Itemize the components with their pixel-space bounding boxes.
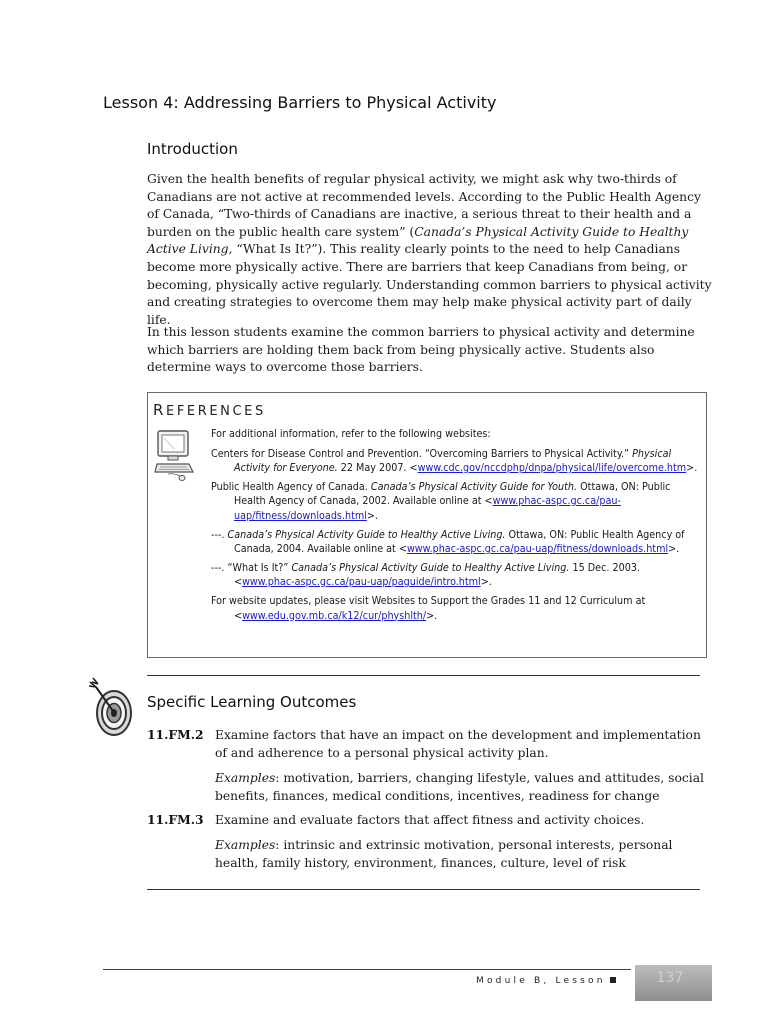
outcome-code: 11.FM.3 [147,812,204,827]
references-heading [153,401,266,419]
reference-text: ---. “What Is It?” [211,560,292,574]
intro-text-part-2: “What Is It?”). This reality clearly points to the need to help Canadians become more physically active. There are barriers that keep Canadians from being, or becoming, physically active regularly. Understanding common barriers to physical activity and creating strategies to overcome them may help make physical activity part of daily life. [147,242,712,327]
reference-link[interactable]: www.phac-aspc.gc.ca/pau-uap/fitness/downloads.html [234,494,621,522]
introduction-paragraph-2: In this lesson students examine the common barriers to physical activity and determine which barriers are holding them back from being physically active. Students also determine ways to overcome those barriers. [147,325,695,375]
reference-text: Public Health Agency of Canada. [211,479,371,493]
footer-module-label [476,976,616,986]
reference-text: Centers for Disease Control and Prevention. “Overcoming Barriers to Physical Activity.” [211,446,633,460]
reference-item [211,447,699,476]
reference-text: ---. [211,527,228,541]
examples-text: : intrinsic and extrinsic motivation, personal interests, personal health, family history, environment, finances, culture, level of risk [215,838,673,870]
reference-item [211,561,699,590]
references-heading-rest: EFERENCES [166,404,266,419]
outcome-examples [215,769,710,805]
reference-text: >. [668,542,680,556]
reference-title: Physical Activity for Everyone. [234,446,672,475]
reference-text: >. [686,461,698,475]
intro-text-part-1: Given the health benefits of regular physical activity, we might ask why two-thirds of Canadians are not active at recommended levels. According to the Public Health Agency of Canada, “Two-thirds of Canadians are inactive, a serious threat to their health and a burden on the public health care system” ( [147,172,701,239]
target-arrow-icon [84,673,140,737]
intro-citation-title: Canada’s Physical Activity Guide to Healthy Active Living, [147,224,689,257]
footer-module-text: Module B, Lesson [476,976,606,986]
outcome-description: Examine factors that have an impact on the development and implementation of and adherence to a personal physical activity plan. [215,728,701,760]
page-number: 137 [656,970,684,986]
reference-text: >. [366,508,379,522]
examples-text: : motivation, barriers, changing lifestyle, values and attitudes, social benefits, finances, medical conditions, incentives, readiness for change [215,771,704,803]
reference-item [211,480,699,524]
references-intro: For additional information, refer to the following websites: [211,427,491,440]
references-list [211,427,699,627]
introduction-paragraph-1 [147,171,715,329]
section-divider [147,889,700,890]
footer-rule [103,969,631,970]
reference-text: Ottawa, ON: Public Health Agency of Canada, 2004. Available online at < [234,527,685,556]
introduction-heading: Introduction [147,140,238,158]
outcome-description: Examine and evaluate factors that affect fitness and activity choices. [215,813,645,827]
reference-text: 22 May 2007. < [337,461,418,475]
reference-title: Canada’s Physical Activity Guide to Healthy Active Living. [227,527,506,541]
examples-label: Examples [215,771,276,785]
reference-link[interactable]: www.cdc.gov/nccdphp/dnpa/physical/life/overcome.htm [417,461,687,475]
references-heading-initial: R [153,401,167,419]
computer-icon [154,429,196,483]
learning-outcomes-heading: Specific Learning Outcomes [147,693,357,711]
reference-text: Ottawa, ON: Public Health Agency of Canada, 2002. Available online at < [234,479,671,508]
reference-text: >. [480,575,492,589]
reference-item [211,528,699,557]
footer-square-icon [610,977,616,983]
reference-title: Canada’s Physical Activity Guide for Youth. [370,479,578,493]
outcome-code: 11.FM.2 [147,727,204,742]
reference-text: 15 Dec. 2003. < [234,560,640,589]
reference-text: >. [426,608,438,622]
lesson-title: Lesson 4: Addressing Barriers to Physical Activity [103,93,497,112]
reference-link[interactable]: www.phac-aspc.gc.ca/pau-uap/fitness/downloads.html [406,542,669,556]
section-divider [147,675,700,676]
reference-text: For website updates, please visit Websites to Support the Grades 11 and 12 Curriculum at < [211,593,646,622]
reference-link[interactable]: www.phac-aspc.gc.ca/pau-uap/paguide/intro.html [242,575,481,589]
reference-title: Canada’s Physical Activity Guide to Healthy Active Living. [291,560,570,574]
outcome-examples [215,836,710,872]
reference-item [211,594,699,623]
reference-link[interactable]: www.edu.gov.mb.ca/k12/cur/physhlth/ [242,608,427,622]
examples-label: Examples [215,838,276,852]
